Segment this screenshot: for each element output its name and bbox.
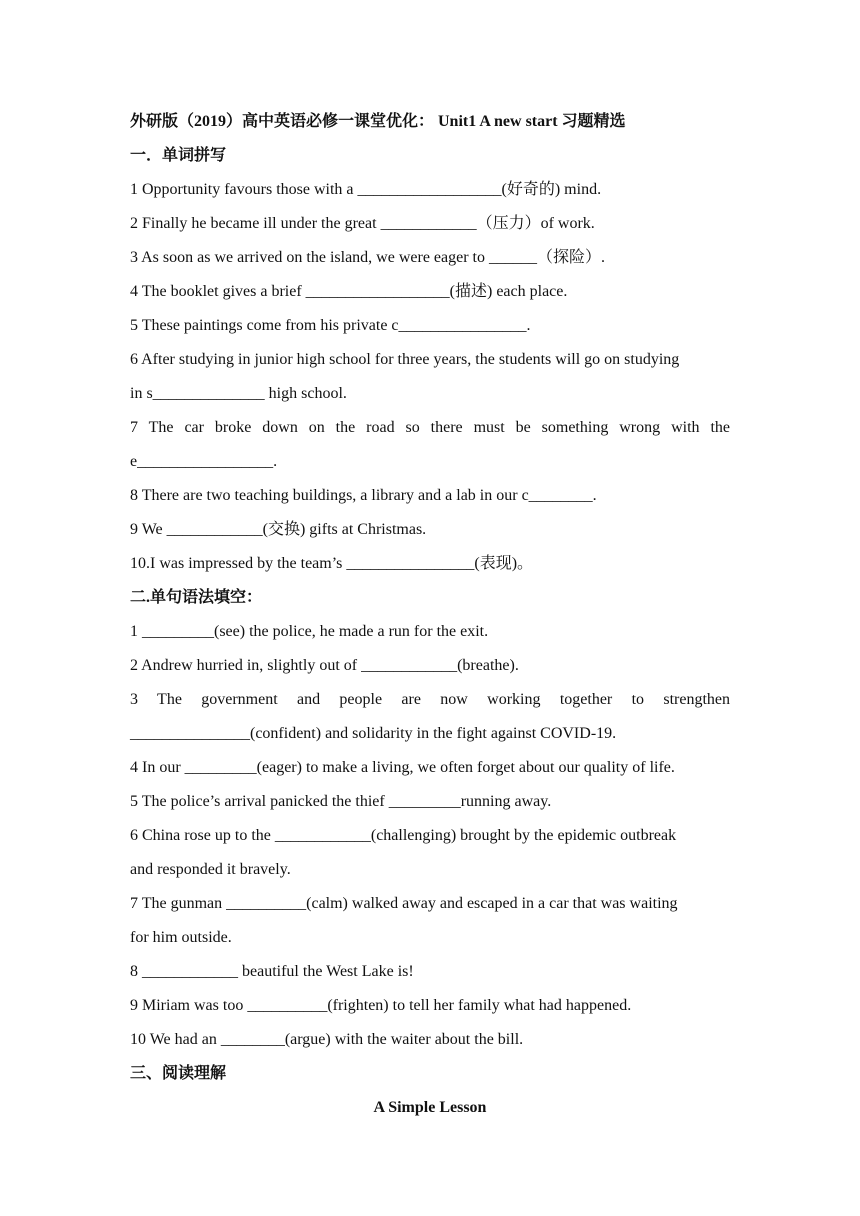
- s2-item-9: 9 Miriam was too __________(frighten) to tell her family what had happened.: [130, 997, 632, 1014]
- s2-item-6-line-1: 6 China rose up to the ____________(challenging) brought by the epidemic outbreak: [130, 827, 677, 844]
- section-2-heading: 二.单句语法填空：: [130, 589, 263, 606]
- s2-item-4: 4 In our _________(eager) to make a living, we often forget about our quality of life.: [130, 759, 675, 776]
- s1-item-9: 9 We ____________(交换) gifts at Christmas.: [130, 521, 427, 538]
- s1-item-3: 3 As soon as we arrived on the island, we were eager to ______（探险）.: [130, 249, 606, 266]
- section-3-heading: 三、阅读理解: [130, 1065, 227, 1082]
- s1-item-6-line-2: in s______________ high school.: [130, 385, 347, 402]
- s1-item-1: 1 Opportunity favours those with a __________________(好奇的) mind.: [130, 181, 602, 198]
- section-1-heading: 一．单词拼写: [130, 147, 227, 164]
- s1-item-7-line-1: 7 The car broke down on the road so there must be something wrong with the: [130, 419, 730, 436]
- s2-item-2: 2 Andrew hurried in, slightly out of ____________(breathe).: [130, 657, 519, 674]
- s1-item-6-line-1: 6 After studying in junior high school for three years, the students will go on studying: [130, 351, 680, 368]
- passage-title: A Simple Lesson: [373, 1099, 487, 1116]
- s2-item-10: 10 We had an ________(argue) with the waiter about the bill.: [130, 1031, 524, 1048]
- s2-item-3-line-2: _______________(confident) and solidarity in the fight against COVID-19.: [130, 725, 617, 742]
- s1-item-2: 2 Finally he became ill under the great ____________（压力）of work.: [130, 215, 595, 232]
- s2-item-8: 8 ____________ beautiful the West Lake is!: [130, 963, 414, 980]
- s2-item-5: 5 The police’s arrival panicked the thief _________running away.: [130, 793, 552, 810]
- s1-item-10: 10.I was impressed by the team’s ________________(表现)。: [130, 555, 534, 572]
- s1-item-8: 8 There are two teaching buildings, a library and a lab in our c________.: [130, 487, 597, 504]
- s2-item-7-line-2: for him outside.: [130, 929, 232, 946]
- s2-item-3-line-1: 3 The government and people are now working together to strengthen: [130, 691, 730, 708]
- s2-item-6-line-2: and responded it bravely.: [130, 861, 291, 878]
- s2-item-1: 1 _________(see) the police, he made a run for the exit.: [130, 623, 489, 640]
- s1-item-5: 5 These paintings come from his private c________________.: [130, 317, 531, 334]
- document-content: [130, 109, 730, 1129]
- s1-item-4: 4 The booklet gives a brief __________________(描述) each place.: [130, 283, 568, 300]
- document-title: 外研版（2019）高中英语必修一课堂优化： Unit1 A new start 习题精选: [130, 113, 626, 130]
- s1-item-7-line-2: e_________________.: [130, 453, 278, 470]
- s2-item-7-line-1: 7 The gunman __________(calm) walked away and escaped in a car that was waiting: [130, 895, 678, 912]
